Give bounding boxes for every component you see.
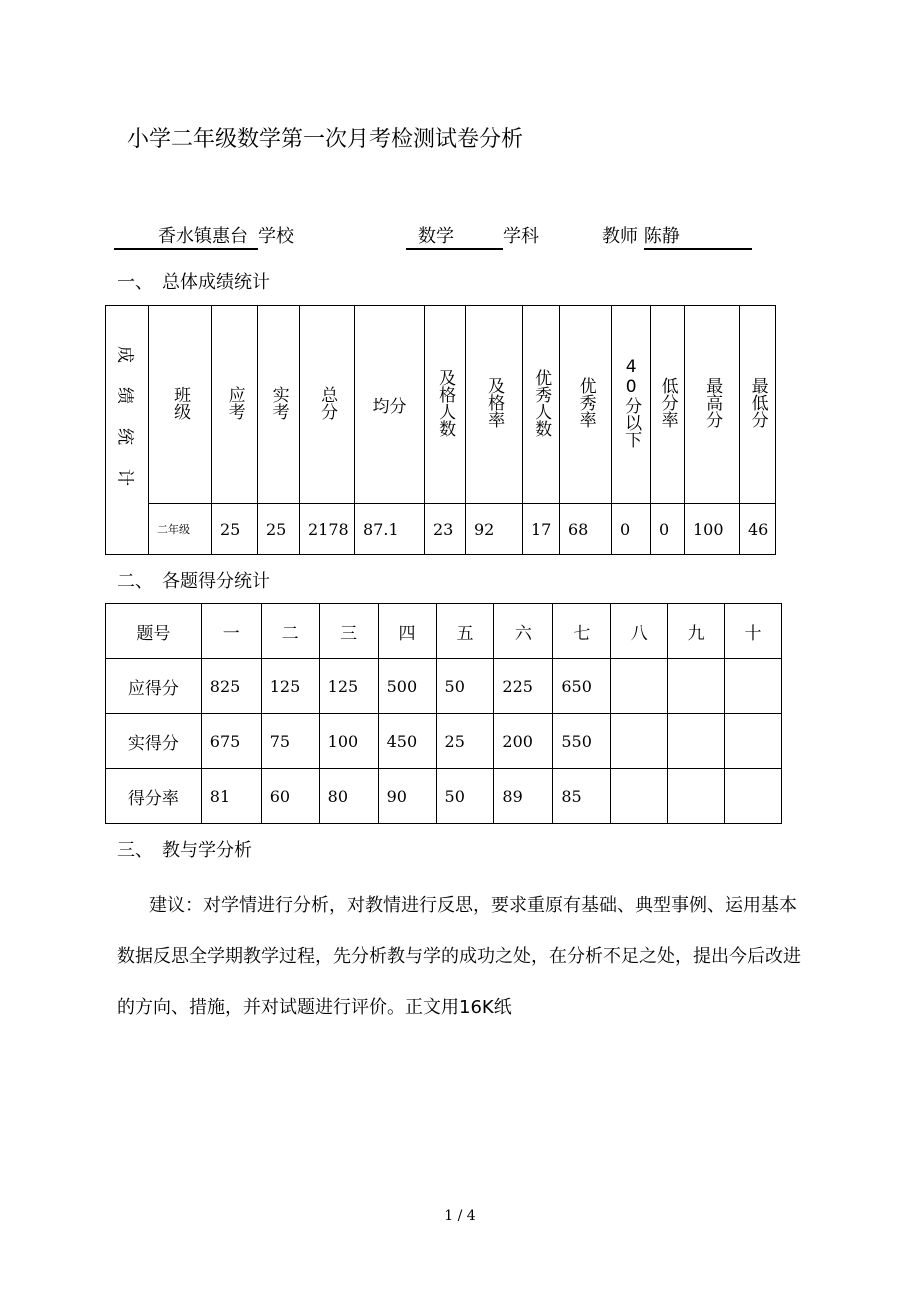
score-cell bbox=[725, 659, 782, 714]
score-cell: 100 bbox=[319, 714, 378, 769]
score-cell: 25 bbox=[436, 714, 494, 769]
section-heading-1: 一、 总体成绩统计 bbox=[117, 272, 270, 293]
header-cell: 优秀人数 bbox=[523, 306, 560, 504]
header-cell: 低分率 bbox=[651, 306, 685, 504]
header-row bbox=[106, 604, 782, 659]
score-cell: 225 bbox=[494, 659, 553, 714]
header-cell: 五 bbox=[436, 604, 494, 659]
header-cell: 应考 bbox=[212, 306, 258, 504]
score-cell: 550 bbox=[553, 714, 611, 769]
header-cell: 及格人数 bbox=[425, 306, 466, 504]
school-field: 香水镇惠台 学校 bbox=[114, 222, 294, 250]
header-cell: 最低分 bbox=[740, 306, 776, 504]
score-cell: 75 bbox=[261, 714, 319, 769]
header-cell: 七 bbox=[553, 604, 611, 659]
header-cell: 题号 bbox=[106, 604, 202, 659]
score-cell: 80 bbox=[319, 769, 378, 824]
header-cell: 八 bbox=[611, 604, 668, 659]
header-cell: 一 bbox=[201, 604, 261, 659]
header-cell: 六 bbox=[494, 604, 553, 659]
header-cell: 实考 bbox=[258, 306, 300, 504]
row-label: 实得分 bbox=[106, 714, 202, 769]
side-label-cell: 成绩统计 bbox=[106, 306, 149, 555]
header-cell: 总分 bbox=[300, 306, 355, 504]
header-cell: 均分 bbox=[355, 306, 425, 504]
score-cell: 50 bbox=[436, 659, 494, 714]
score-cell bbox=[668, 714, 725, 769]
score-cell: 60 bbox=[261, 769, 319, 824]
row-label: 得分率 bbox=[106, 769, 202, 824]
header-cell: 四 bbox=[378, 604, 436, 659]
score-cell: 90 bbox=[378, 769, 436, 824]
score-cell: 81 bbox=[201, 769, 261, 824]
table-row bbox=[106, 769, 782, 824]
header-cell: 十 bbox=[725, 604, 782, 659]
score-cell: 125 bbox=[261, 659, 319, 714]
table-row bbox=[106, 659, 782, 714]
score-cell: 500 bbox=[378, 659, 436, 714]
score-cell bbox=[611, 714, 668, 769]
score-cell: 675 bbox=[201, 714, 261, 769]
score-cell: 85 bbox=[553, 769, 611, 824]
score-cell: 450 bbox=[378, 714, 436, 769]
header-cell: 及格率 bbox=[466, 306, 523, 504]
document-title: 小学二年级数学第一次月考检测试卷分析 bbox=[127, 127, 524, 152]
score-cell bbox=[611, 769, 668, 824]
overall-stats-table bbox=[105, 305, 776, 555]
header-cell: 40分以下 bbox=[612, 306, 651, 504]
header-cell: 最高分 bbox=[685, 306, 740, 504]
section-heading-2: 二、 各题得分统计 bbox=[117, 571, 270, 592]
score-cell bbox=[668, 769, 725, 824]
analysis-paragraph: 建议：对学情进行分析，对教情进行反思，要求重原有基础、典型事例、运用基本数据反思全学期教学过程，先分析教与学的成功之处，在分析不足之处，提出今后改进的方向、措施，并对试题进行评价。正文用16K纸 bbox=[117, 895, 801, 1018]
score-cell bbox=[725, 714, 782, 769]
header-cell: 二 bbox=[261, 604, 319, 659]
row-label: 应得分 bbox=[106, 659, 202, 714]
score-cell bbox=[725, 769, 782, 824]
data-row: 二年级 25 25 2178 87.1 23 92 17 68 0 0 100 46 bbox=[106, 504, 776, 555]
header-row bbox=[106, 306, 776, 504]
header-cell: 九 bbox=[668, 604, 725, 659]
page-number: 1 / 4 bbox=[444, 1208, 476, 1224]
item-scores-table bbox=[105, 603, 782, 824]
header-cell: 优秀率 bbox=[560, 306, 612, 504]
score-cell: 50 bbox=[436, 769, 494, 824]
teacher-field: 教师 陈静 bbox=[602, 222, 752, 250]
score-cell: 89 bbox=[494, 769, 553, 824]
score-cell: 200 bbox=[494, 714, 553, 769]
section-heading-3: 三、 教与学分析 bbox=[117, 840, 252, 861]
score-cell bbox=[668, 659, 725, 714]
header-cell: 三 bbox=[319, 604, 378, 659]
table-row bbox=[106, 714, 782, 769]
subject-field: 数学 学科 bbox=[406, 222, 539, 250]
header-cell: 班级 bbox=[149, 306, 212, 504]
score-cell: 125 bbox=[319, 659, 378, 714]
score-cell: 650 bbox=[553, 659, 611, 714]
score-cell: 825 bbox=[201, 659, 261, 714]
score-cell bbox=[611, 659, 668, 714]
